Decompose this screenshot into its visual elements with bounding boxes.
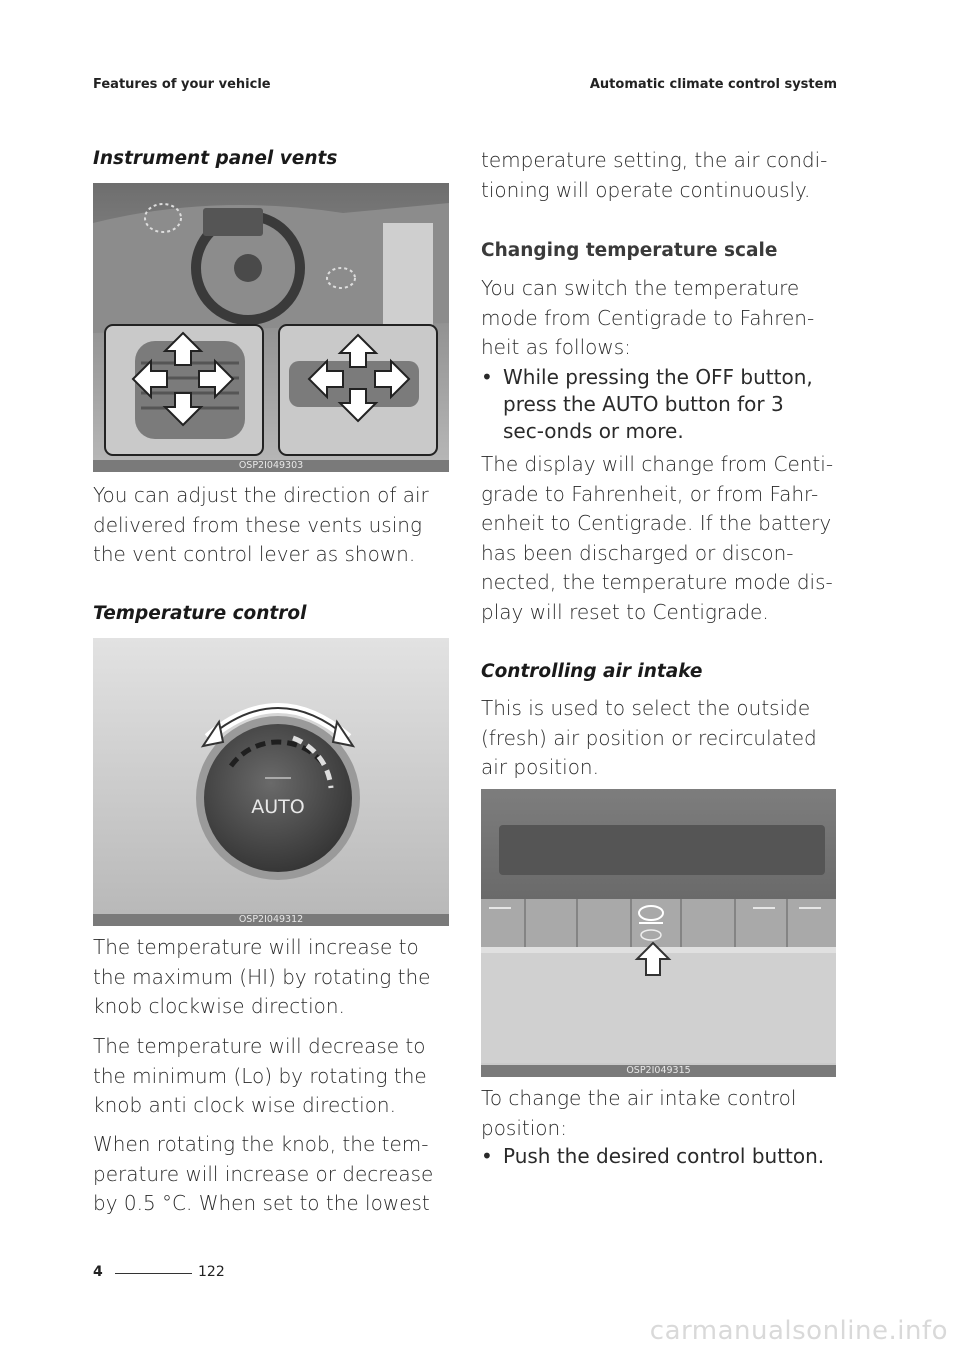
footer-section-number: 4 xyxy=(93,1264,103,1280)
bullet-push-button-text: Push the desired control button. xyxy=(503,1144,825,1168)
bullet-off-auto xyxy=(481,364,831,445)
bullet-dot: • xyxy=(481,1144,493,1168)
bullet-dot: • xyxy=(481,365,493,389)
bullet-off-auto-text: While pressing the OFF button, press the AUTO button for 3 sec-onds or more. xyxy=(503,365,813,443)
heading-controlling-air-intake: Controlling air intake xyxy=(481,661,703,682)
paragraph-rotating: When rotating the knob, the tem-perature will increase or decrease by 0.5 °C. When set to the lowest xyxy=(93,1132,434,1215)
paragraph-decrease: The temperature will decrease to the minimum (Lo) by rotating the knob anti clock wise direction. xyxy=(93,1034,427,1117)
vent-illustration xyxy=(93,183,449,472)
figure-instrument-panel-vents xyxy=(93,183,449,472)
air-intake-illustration xyxy=(481,789,836,1077)
paragraph-air-intake: This is used to select the outside (fresh) air position or recirculated air position. xyxy=(481,696,817,779)
figure-code: OSP2I049312 xyxy=(93,914,449,926)
heading-changing-temperature-scale: Changing temperature scale xyxy=(481,240,778,261)
knob-illustration xyxy=(93,638,449,926)
paragraph-switch-scale: You can switch the temperature mode from Centigrade to Fahren-heit as follows: xyxy=(481,276,815,359)
watermark: carmanualsonline.info xyxy=(649,1316,948,1346)
paragraph-change-intake: To change the air intake control position: xyxy=(481,1086,797,1140)
running-header-left: Features of your vehicle xyxy=(93,77,271,92)
figure-temperature-knob xyxy=(93,638,449,926)
footer-page-number: 122 xyxy=(198,1264,225,1280)
paragraph-display-change: The display will change from Centi-grade to Fahrenheit, or from Fahr-enheit to Centigrade. If the battery has been discharged or discon-nected, the temperature mode dis-play will reset to Centigrade. xyxy=(481,452,834,624)
running-header-right: Automatic climate control system xyxy=(589,77,837,92)
knob-label: AUTO xyxy=(251,796,305,818)
figure-air-intake-panel xyxy=(481,789,836,1077)
paragraph-increase: The temperature will increase to the maximum (HI) by rotating the knob clockwise direction. xyxy=(93,935,431,1018)
figure-code: OSP2I049303 xyxy=(93,460,449,472)
footer-rule xyxy=(115,1273,192,1274)
paragraph-continuation: temperature setting, the air condi-tioning will operate continuously. xyxy=(481,148,828,202)
bullet-push-button xyxy=(481,1143,836,1170)
heading-instrument-panel-vents: Instrument panel vents xyxy=(93,148,338,169)
paragraph-vents-text: You can adjust the direction of air delivered from these vents using the vent control lever as shown. xyxy=(93,483,429,566)
heading-temperature-control: Temperature control xyxy=(93,603,307,624)
figure-code: OSP2I049315 xyxy=(481,1065,836,1077)
paragraph-vents xyxy=(93,481,453,570)
